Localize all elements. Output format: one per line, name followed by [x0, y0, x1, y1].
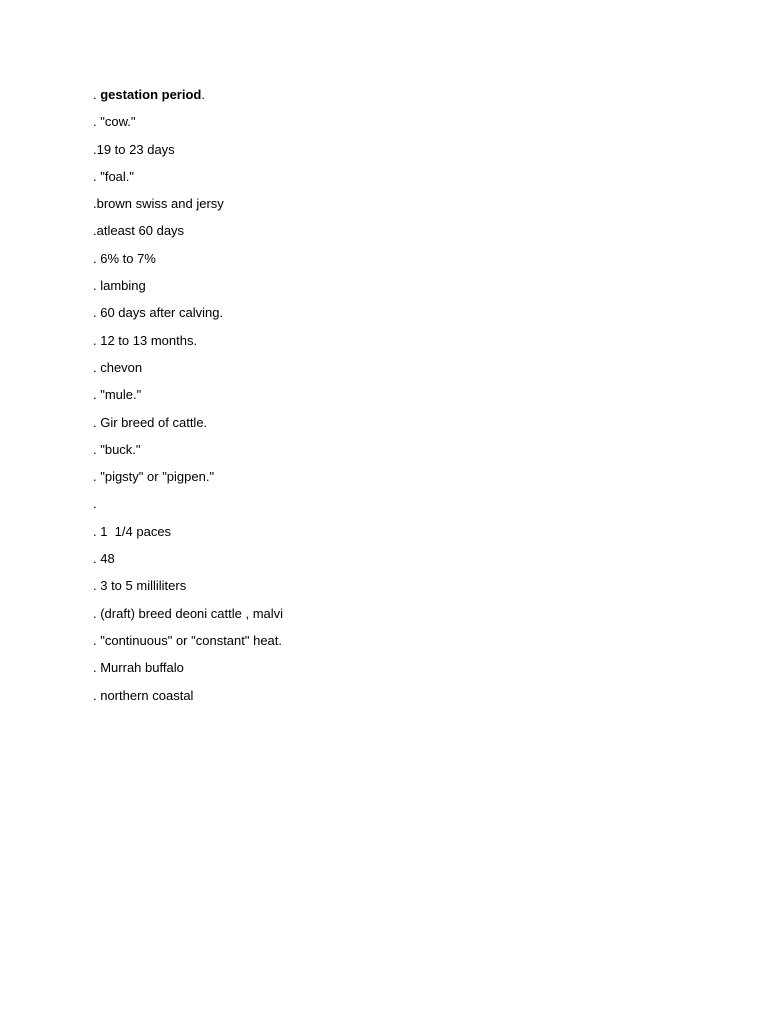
- answer-line-23: . northern coastal: [93, 687, 194, 703]
- answer-line-9: . 60 days after calving.: [93, 305, 224, 321]
- answer-line-19: . 3 to 5 milliliters: [93, 578, 187, 594]
- answer-line-21: . "continuous" or "constant" heat.: [93, 632, 283, 648]
- answer-line-14: . "buck.": [93, 441, 141, 457]
- answer-line-6: .atleast 60 days: [93, 223, 185, 239]
- answer-line-20: . (draft) breed deoni cattle , malvi: [93, 605, 284, 621]
- answer-line-15: . "pigsty" or "pigpen.": [93, 469, 215, 485]
- answer-line-12: . "mule.": [93, 387, 142, 403]
- answer-line-4: . "foal.": [93, 168, 135, 184]
- answer-line-18: . 48: [93, 551, 115, 567]
- answer-line-22: . Murrah buffalo: [93, 660, 184, 676]
- line-suffix: .: [201, 87, 205, 102]
- answer-line-17: . 1 1/4 paces: [93, 523, 172, 539]
- answer-line-11: . chevon: [93, 359, 143, 375]
- answer-line-10: . 12 to 13 months.: [93, 332, 198, 348]
- answer-line-5: .brown swiss and jersy: [93, 196, 224, 212]
- answer-list: [93, 86, 693, 714]
- answer-line-2: . "cow.": [93, 114, 136, 130]
- answer-line-3: .19 to 23 days: [93, 141, 175, 157]
- line-bold-text: gestation period: [100, 87, 202, 102]
- answer-line-13: . Gir breed of cattle.: [93, 414, 208, 430]
- answer-line-8: . lambing: [93, 278, 146, 294]
- answer-line-16: .: [93, 496, 97, 512]
- answer-line-7: . 6% to 7%: [93, 250, 156, 266]
- answer-line-1: [93, 86, 693, 113]
- line-prefix: .: [93, 87, 101, 102]
